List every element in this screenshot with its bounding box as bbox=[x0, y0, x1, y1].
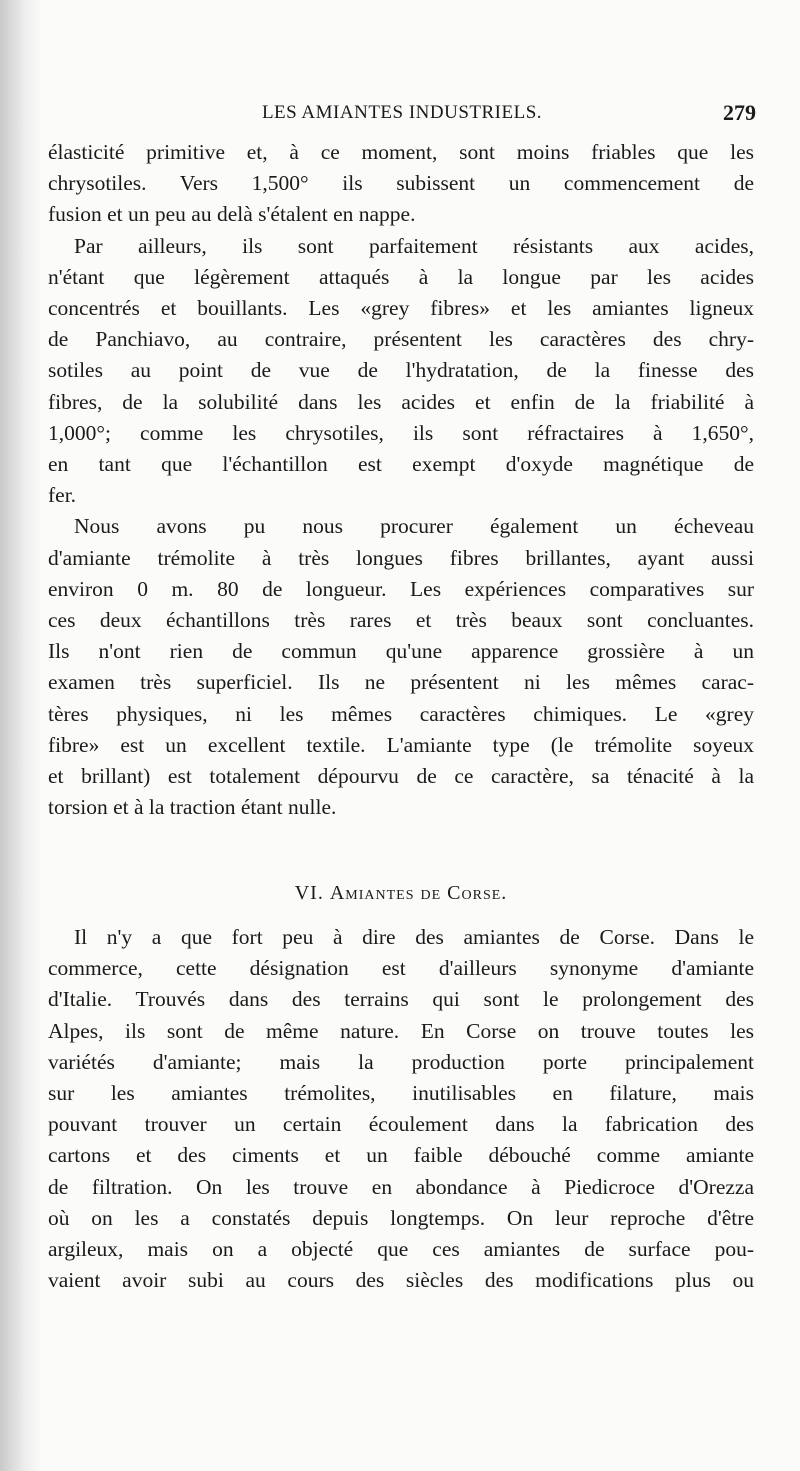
text-line: environ 0 m. 80 de longueur. Les expériences comparatives sur bbox=[48, 576, 754, 601]
text-line: examen très superficiel. Ils ne présentent ni les mêmes carac- bbox=[48, 670, 754, 695]
text-line: où on les a constatés depuis longtemps. On leur reproche d'être bbox=[48, 1205, 754, 1230]
text-line: variétés d'amiante; mais la production porte principalement bbox=[48, 1049, 754, 1074]
text-line: ces deux échantillons très rares et très beaux sont concluantes. bbox=[48, 608, 754, 633]
text-line: fibres, de la solubilité dans les acides et enfin de la friabilité à bbox=[48, 389, 754, 414]
text-line: fusion et un peu au delà s'étalent en nappe. bbox=[48, 202, 416, 227]
text-line: d'amiante trémolite à très longues fibres brillantes, ayant aussi bbox=[48, 545, 754, 570]
text-line: chrysotiles. Vers 1,500° ils subissent un commencement de bbox=[48, 171, 754, 196]
text-line: cartons et des ciments et un faible débouché comme amiante bbox=[48, 1143, 754, 1168]
text-line: fibre» est un excellent textile. L'amiante type (le trémolite soyeux bbox=[48, 732, 754, 757]
text-line: concentrés et bouillants. Les «grey fibres» et les amiantes ligneux bbox=[48, 296, 754, 321]
text-line: fer. bbox=[48, 483, 77, 508]
running-title: LES AMIANTES INDUSTRIELS. bbox=[261, 102, 543, 123]
paragraph-block-1 bbox=[48, 137, 754, 823]
text-line: élasticité primitive et, à ce moment, sont moins friables que les bbox=[48, 140, 754, 164]
text-line: pouvant trouver un certain écoulement dans la fabrication des bbox=[48, 1112, 754, 1137]
text-line: vaient avoir subi au cours des siècles des modifications plus ou bbox=[48, 1268, 754, 1293]
section-heading bbox=[48, 882, 754, 905]
section-title: Amiantes de Corse. bbox=[329, 882, 508, 904]
text-line: argileux, mais on a objecté que ces amiantes de surface pou- bbox=[48, 1237, 754, 1262]
scan-shadow bbox=[0, 0, 42, 1471]
text-line: sotiles au point de vue de l'hydratation, de la finesse des bbox=[48, 358, 754, 383]
text-line: torsion et à la traction étant nulle. bbox=[48, 795, 337, 820]
text-line: Alpes, ils sont de même nature. En Corse on trouve toutes les bbox=[48, 1018, 754, 1043]
paragraph-block-2 bbox=[48, 922, 754, 1296]
text-line: sur les amiantes trémolites, inutilisables en filature, mais bbox=[48, 1081, 754, 1106]
text-line: et brillant) est totalement dépourvu de ce caractère, sa ténacité à la bbox=[48, 764, 754, 789]
page-number: 279 bbox=[723, 100, 756, 125]
text-line: de filtration. On les trouve en abondance à Piedicroce d'Orezza bbox=[48, 1174, 754, 1199]
text-line: n'étant que légèrement attaqués à la longue par les acides bbox=[48, 264, 754, 289]
running-header bbox=[48, 100, 756, 134]
text-line: Nous avons pu nous procurer également un écheveau bbox=[74, 514, 754, 539]
text-line: commerce, cette désignation est d'ailleurs synonyme d'amiante bbox=[48, 956, 754, 981]
text-line: 1,000°; comme les chrysotiles, ils sont réfractaires à 1,650°, bbox=[48, 420, 754, 445]
text-line: Ils n'ont rien de commun qu'une apparence grossière à un bbox=[48, 639, 754, 664]
text-line: tères physiques, ni les mêmes caractères chimiques. Le «grey bbox=[48, 701, 754, 726]
text-line: Il n'y a que fort peu à dire des amiantes de Corse. Dans le bbox=[74, 925, 754, 949]
text-line: en tant que l'échantillon est exempt d'oxyde magnétique de bbox=[48, 452, 754, 477]
section-number: VI. bbox=[294, 882, 324, 904]
text-line: Par ailleurs, ils sont parfaitement résistants aux acides, bbox=[74, 233, 754, 258]
text-line: d'Italie. Trouvés dans des terrains qui sont le prolongement des bbox=[48, 987, 754, 1012]
text-line: de Panchiavo, au contraire, présentent les caractères des chry- bbox=[48, 327, 754, 352]
